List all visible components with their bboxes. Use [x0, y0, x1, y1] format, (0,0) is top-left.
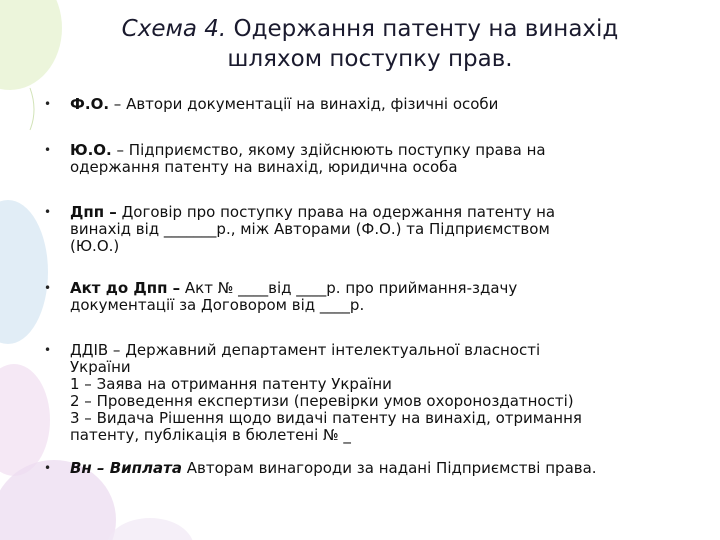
title-lead: Схема 4. — [121, 16, 227, 42]
bullet-icon: • — [44, 205, 52, 219]
term: Ф.О. — [70, 95, 110, 113]
bullet-icon: • — [44, 143, 52, 157]
title-line-2: шляхом поступку прав. — [227, 46, 513, 72]
term: Вн – Виплата — [70, 459, 182, 477]
item-text: Акт № ____від ____р. про приймання-здачу — [180, 279, 518, 297]
bullet-icon: • — [44, 281, 52, 295]
item-text-line-5: 3 – Видача Рішення щодо видачі патенту на винахід, отримання — [70, 409, 582, 427]
bullet-icon: • — [44, 461, 52, 475]
term: Ю.О. — [70, 141, 112, 159]
item-text-line-2: документації за Договором від ____р. — [70, 296, 365, 314]
item-text-line-6: патенту, публікація в бюлетені № _ — [70, 426, 351, 444]
item-text: – Підприємство, якому здійснюють поступку права на — [111, 141, 546, 159]
item-text-line-2: України — [70, 358, 131, 376]
item-text-line-3: (Ю.О.) — [70, 237, 120, 255]
item-text-line-3: 1 – Заява на отримання патенту України — [70, 375, 392, 393]
term: Дпп – — [70, 203, 117, 221]
term: Акт до Дпп – — [70, 279, 181, 297]
bullet-icon: • — [44, 343, 52, 357]
item-text: Авторам винагороди за надані Підприємстві права. — [181, 459, 597, 477]
item-text-line-4: 2 – Проведення експертизи (перевірки умов охороноздатності) — [70, 392, 574, 410]
bullet-icon: • — [44, 97, 52, 111]
item-text: – Автори документації на винахід, фізичні особи — [109, 95, 499, 113]
item-text-line-2: винахід від _______р., між Авторами (Ф.О.) та Підприємством — [70, 220, 550, 238]
item-text-line-2: одержання патенту на винахід, юридична особа — [70, 158, 458, 176]
title-rest: Одержання патенту на винахід — [226, 16, 619, 42]
slide-title — [40, 14, 700, 74]
item-text-line-1: ДДІВ – Державний департамент інтелектуальної власності — [70, 341, 541, 359]
item-text: Договір про поступку права на одержання патенту на — [116, 203, 556, 221]
